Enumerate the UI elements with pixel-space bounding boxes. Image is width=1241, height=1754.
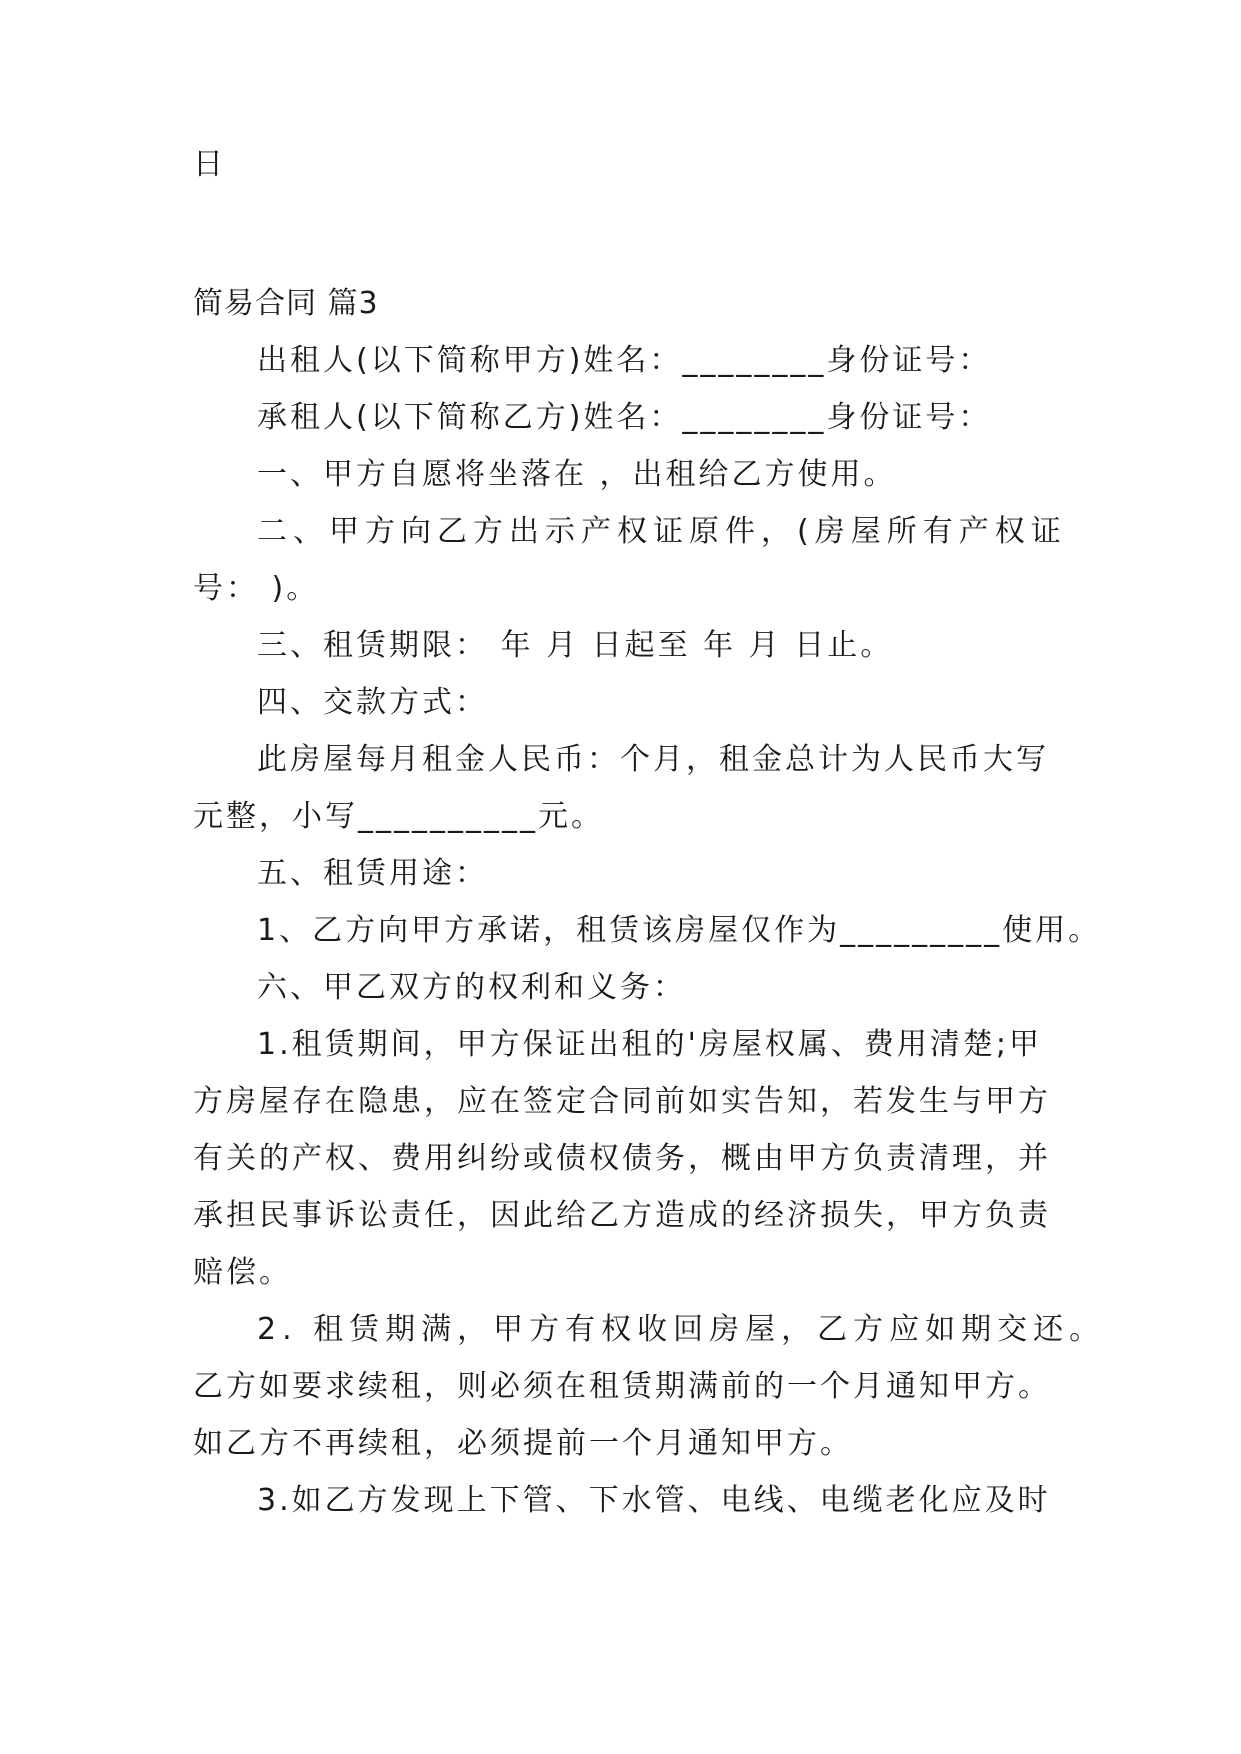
paragraph-lessee: 承租人(以下简称乙方)姓名：________身份证号： bbox=[257, 400, 992, 435]
rent-line-2: 元整，小写__________元。 bbox=[193, 799, 604, 834]
clause-6-heading: 六、甲乙双方的权利和义务： bbox=[257, 970, 686, 1005]
section-title: 简易合同 篇3 bbox=[193, 286, 379, 321]
clause-5-heading: 五、租赁用途： bbox=[257, 856, 488, 891]
clause-6-item-2-line-3: 如乙方不再续租，必须提前一个月通知甲方。 bbox=[193, 1426, 853, 1461]
clause-3: 三、租赁期限： 年 月 日起至 年 月 日止。 bbox=[257, 628, 894, 663]
clause-6-item-1-line-3: 有关的产权、费用纠纷或债权债务，概由甲方负责清理，并 bbox=[193, 1141, 1051, 1176]
clause-2-line-1: 二、甲方向乙方出示产权证原件，(房屋所有产权证 bbox=[257, 514, 1067, 549]
clause-1: 一、甲方自愿将坐落在 ，出租给乙方使用。 bbox=[257, 457, 897, 492]
clause-6-item-1-line-2: 方房屋存在隐患，应在签定合同前如实告知，若发生与甲方 bbox=[193, 1084, 1051, 1119]
clause-6-item-1-line-1: 1.租赁期间，甲方保证出租的'房屋权属、费用清楚;甲 bbox=[257, 1027, 1042, 1062]
clause-2-line-2: 号： )。 bbox=[193, 571, 320, 606]
clause-4-heading: 四、交款方式： bbox=[257, 685, 488, 720]
clause-6-item-1-line-4: 承担民事诉讼责任，因此给乙方造成的经济损失，甲方负责 bbox=[193, 1198, 1051, 1233]
clause-6-item-1-line-5: 赔偿。 bbox=[193, 1255, 292, 1290]
rent-line-1: 此房屋每月租金人民币：个月，租金总计为人民币大写 bbox=[257, 742, 1049, 777]
paragraph-lessor: 出租人(以下简称甲方)姓名：________身份证号： bbox=[257, 343, 992, 378]
clause-5-item-1: 1、乙方向甲方承诺，租赁该房屋仅作为_________使用。 bbox=[257, 913, 1102, 948]
clause-6-item-3-line-1: 3.如乙方发现上下管、下水管、电线、电缆老化应及时 bbox=[257, 1483, 1051, 1518]
clause-6-item-2-line-1: 2. 租赁期满，甲方有权收回房屋，乙方应如期交还。 bbox=[257, 1312, 1106, 1347]
clause-6-item-2-line-2: 乙方如要求续租，则必须在租赁期满前的一个月通知甲方。 bbox=[193, 1369, 1051, 1404]
top-fragment: 日 bbox=[193, 147, 226, 182]
